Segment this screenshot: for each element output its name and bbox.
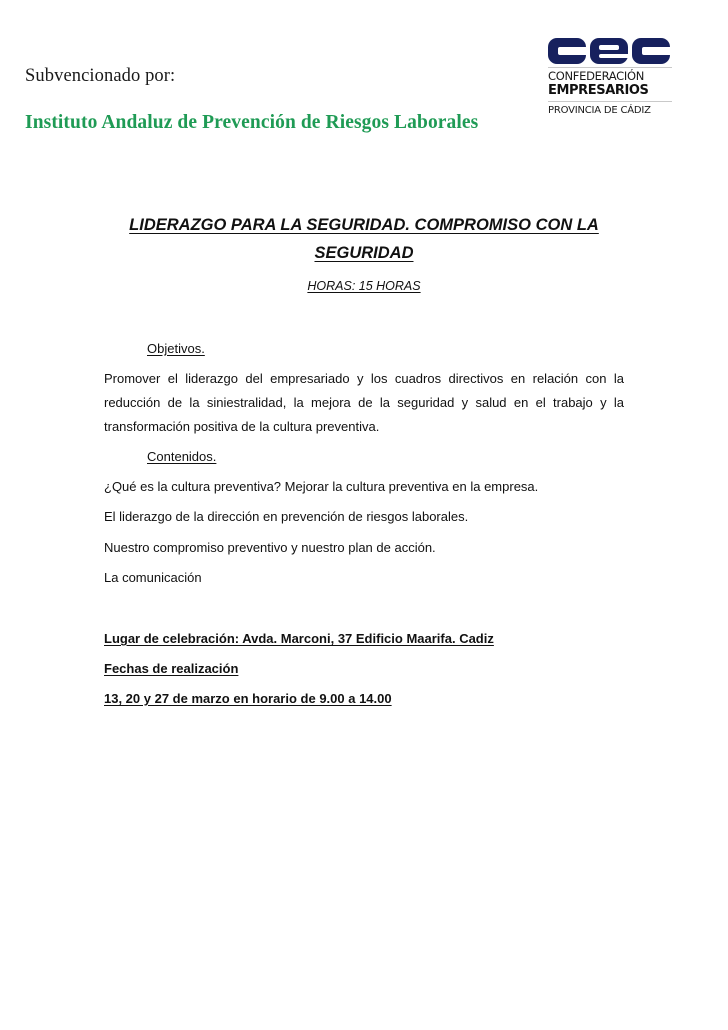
contents-heading: Contenidos.: [147, 449, 217, 464]
cec-logo-mark-icon: [548, 38, 672, 64]
logo-divider: [548, 67, 672, 68]
contents-item: La comunicación: [104, 570, 202, 585]
logo-divider: [548, 101, 672, 102]
dates-text: 13, 20 y 27 de marzo en horario de 9.00 a 14.00: [104, 691, 392, 706]
course-title: [104, 211, 624, 267]
course-hours: [104, 279, 624, 293]
institute-name: Instituto Andaluz de Prevención de Riesgos Laborales: [25, 112, 479, 133]
objectives-heading: Objetivos.: [147, 341, 205, 356]
logo-letter-c-icon: [548, 38, 586, 64]
dates-heading: Fechas de realización: [104, 661, 239, 676]
logo-provincia: PROVINCIA DE CÁDIZ: [548, 105, 651, 116]
contents-item: El liderazgo de la dirección en prevención de riesgos laborales.: [104, 509, 469, 524]
course-hours-text: HORAS: 15 HORAS: [307, 279, 421, 293]
contents-item: Nuestro compromiso preventivo y nuestro plan de acción.: [104, 540, 436, 555]
logo-confederacion: CONFEDERACIÓN: [548, 69, 645, 83]
course-title-line-1: LIDERAZGO PARA LA SEGURIDAD. COMPROMISO CON LA: [129, 216, 599, 234]
logo-letter-c-icon: [632, 38, 670, 64]
objectives-text: Promover el liderazgo del empresariado y los cuadros directivos en relación con la reducción de la siniestralidad, la mejora de la seguridad y salud en el trabajo y la transformación positiva de la cultura preventiva.: [104, 371, 624, 434]
logo-empresarios: EMPRESARIOS: [548, 83, 649, 98]
venue-text: Lugar de celebración: Avda. Marconi, 37 Edificio Maarifa. Cadiz: [104, 631, 494, 646]
cec-logo: [548, 38, 672, 122]
course-title-line-2: SEGURIDAD: [314, 244, 414, 262]
contents-item: ¿Qué es la cultura preventiva? Mejorar la cultura preventiva en la empresa.: [104, 479, 539, 494]
logo-letter-e-icon: [590, 38, 628, 64]
subsidized-by-label: Subvencionado por:: [25, 66, 176, 86]
